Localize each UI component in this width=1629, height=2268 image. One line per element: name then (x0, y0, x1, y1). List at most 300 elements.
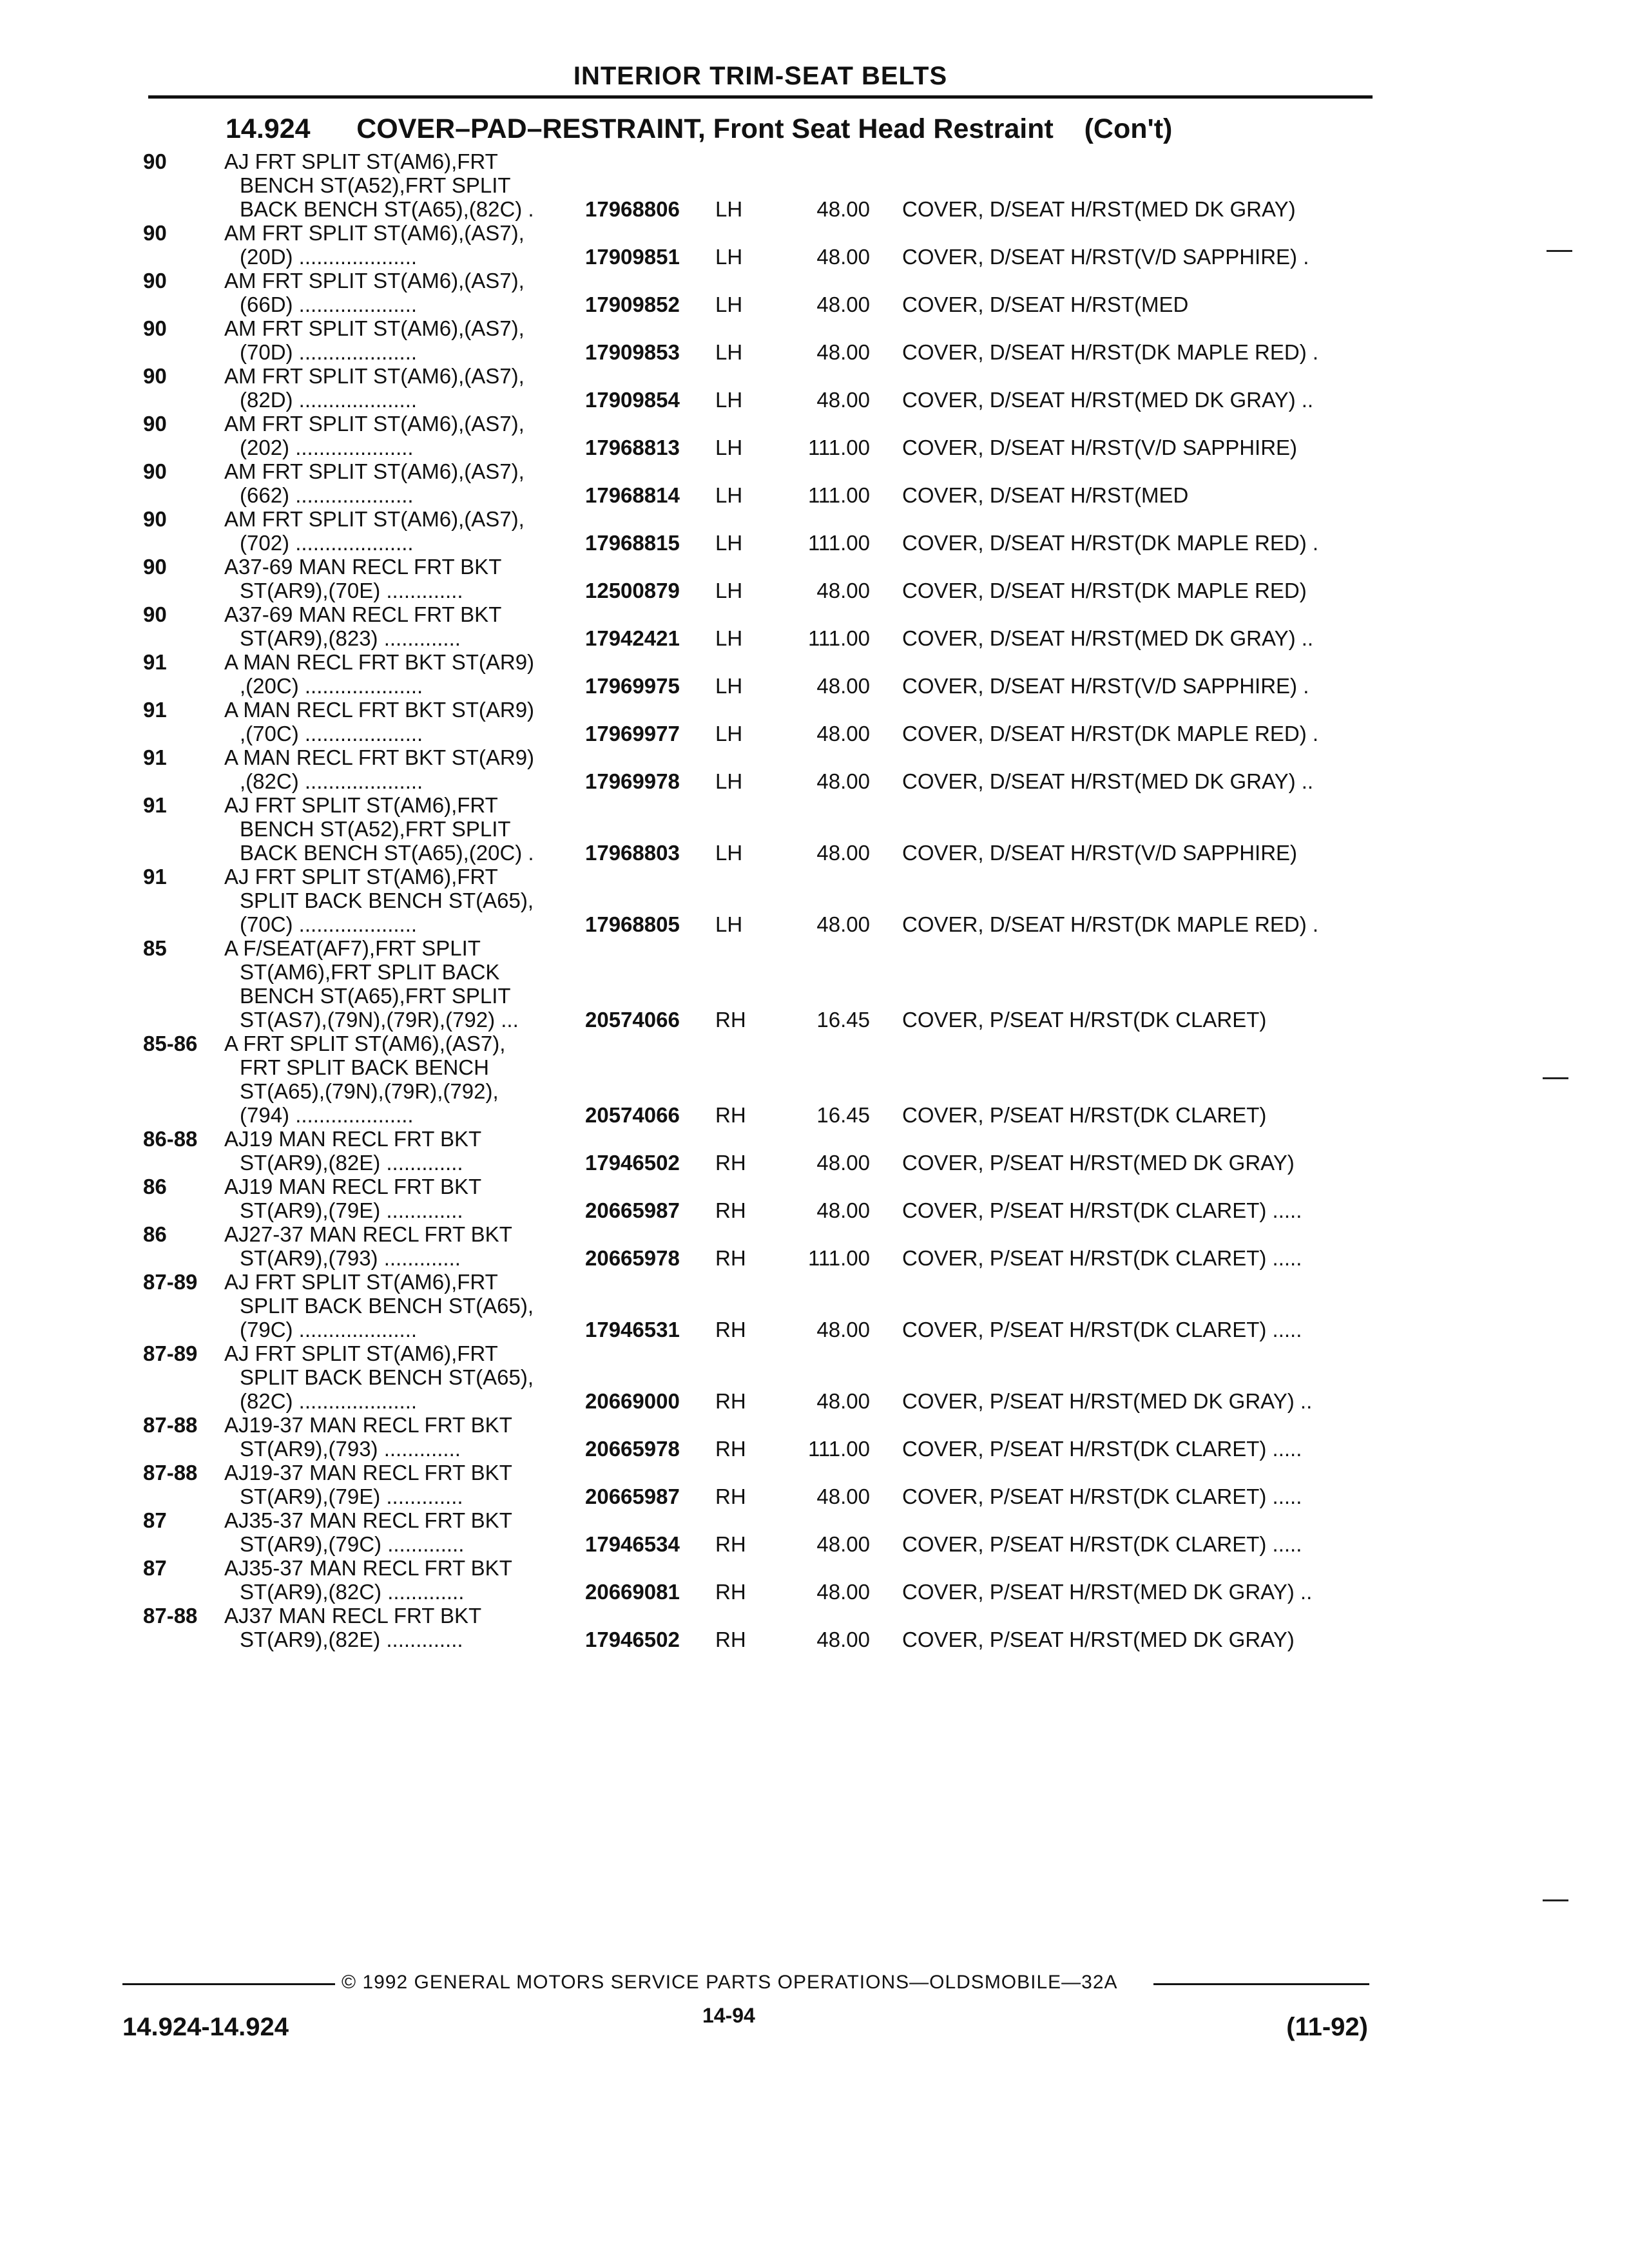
model-year: 91 (143, 793, 167, 817)
price: 16.45 (816, 1008, 870, 1032)
side-code: LH (715, 388, 743, 412)
part-name: COVER, P/SEAT H/RST(MED DK GRAY) (902, 1628, 1295, 1651)
usage-description: A MAN RECL FRT BKT ST(AR9) (224, 745, 535, 769)
list-item-line (0, 1198, 1629, 1222)
price: 48.00 (816, 912, 870, 936)
usage-description: (202) .................... (240, 436, 414, 459)
list-item-line (0, 602, 1629, 626)
usage-description: ST(AR9),(823) ............. (240, 626, 461, 650)
list-item (0, 1341, 1629, 1413)
usage-description: (79C) .................... (240, 1318, 418, 1341)
usage-description: ST(A65),(79N),(79R),(792), (240, 1079, 499, 1103)
side-code: LH (715, 245, 743, 269)
list-item-line (0, 340, 1629, 364)
side-code: LH (715, 912, 743, 936)
list-item (0, 1604, 1629, 1651)
part-name: COVER, D/SEAT H/RST(V/D SAPPHIRE) . (902, 674, 1309, 698)
part-name: COVER, D/SEAT H/RST(DK MAPLE RED) . (902, 722, 1319, 745)
side-code: RH (715, 1246, 746, 1270)
usage-description: (70D) .................... (240, 340, 418, 364)
list-item (0, 316, 1629, 364)
margin-mark (1543, 1077, 1568, 1079)
side-code: LH (715, 293, 743, 316)
part-number: 17968813 (585, 436, 680, 459)
usage-description: (20D) .................... (240, 245, 418, 269)
part-number: 17969975 (585, 674, 680, 698)
list-item-line (0, 1079, 1629, 1103)
price: 111.00 (807, 531, 870, 555)
margin-mark (1547, 250, 1572, 252)
part-name: COVER, P/SEAT H/RST(DK CLARET) ..... (902, 1198, 1302, 1222)
usage-description: AJ19 MAN RECL FRT BKT (224, 1175, 482, 1198)
list-item-line (0, 531, 1629, 555)
usage-description: AJ27-37 MAN RECL FRT BKT (224, 1222, 512, 1246)
part-name: COVER, D/SEAT H/RST(DK MAPLE RED) . (902, 912, 1319, 936)
section-continued: (Con't) (1084, 113, 1173, 144)
list-item-line (0, 293, 1629, 316)
footer-page-number: 14-94 (702, 2004, 755, 2027)
part-number: 17968805 (585, 912, 680, 936)
list-item (0, 459, 1629, 507)
model-year: 90 (143, 412, 167, 436)
part-name: COVER, D/SEAT H/RST(V/D SAPPHIRE) . (902, 245, 1309, 269)
price: 111.00 (807, 436, 870, 459)
part-number: 17942421 (585, 626, 680, 650)
part-name: COVER, P/SEAT H/RST(DK CLARET) (902, 1103, 1267, 1127)
list-item-line (0, 960, 1629, 984)
list-item-line (0, 912, 1629, 936)
list-item-line (0, 436, 1629, 459)
usage-description: ,(82C) .................... (240, 769, 423, 793)
price: 48.00 (816, 388, 870, 412)
part-name: COVER, P/SEAT H/RST(MED DK GRAY) .. (902, 1580, 1313, 1604)
parts-list (0, 149, 1629, 1651)
part-name: COVER, P/SEAT H/RST(DK CLARET) ..... (902, 1318, 1302, 1341)
usage-description: ST(AR9),(79E) ............. (240, 1198, 463, 1222)
usage-description: FRT SPLIT BACK BENCH (240, 1055, 489, 1079)
price: 111.00 (807, 1437, 870, 1461)
price: 48.00 (816, 674, 870, 698)
usage-description: AJ37 MAN RECL FRT BKT (224, 1604, 482, 1628)
usage-description: AJ FRT SPLIT ST(AM6),FRT (224, 1270, 498, 1294)
list-item (0, 221, 1629, 269)
list-item (0, 865, 1629, 936)
list-item-line (0, 1151, 1629, 1175)
list-item (0, 1508, 1629, 1556)
side-code: LH (715, 841, 743, 865)
model-year: 87 (143, 1556, 167, 1580)
usage-description: (66D) .................... (240, 293, 418, 316)
usage-description: AJ FRT SPLIT ST(AM6),FRT (224, 865, 498, 889)
part-name: COVER, D/SEAT H/RST(V/D SAPPHIRE) (902, 436, 1298, 459)
list-item (0, 1032, 1629, 1127)
side-code: RH (715, 1532, 746, 1556)
model-year: 91 (143, 650, 167, 674)
model-year: 90 (143, 269, 167, 293)
side-code: LH (715, 674, 743, 698)
part-name: COVER, P/SEAT H/RST(DK CLARET) (902, 1008, 1267, 1032)
part-number: 20665978 (585, 1246, 680, 1270)
list-item-line (0, 1032, 1629, 1055)
side-code: LH (715, 722, 743, 745)
section-title: COVER–PAD–RESTRAINT, Front Seat Head Restraint (356, 113, 1054, 144)
side-code: RH (715, 1485, 746, 1508)
footer-date: (11-92) (1286, 2013, 1368, 2041)
list-item-line (0, 173, 1629, 197)
part-name: COVER, P/SEAT H/RST(MED DK GRAY) .. (902, 1389, 1313, 1413)
price: 48.00 (816, 1580, 870, 1604)
part-name: COVER, D/SEAT H/RST(DK MAPLE RED) (902, 579, 1307, 602)
price: 48.00 (816, 1151, 870, 1175)
side-code: RH (715, 1437, 746, 1461)
usage-description: ST(AR9),(793) ............. (240, 1246, 461, 1270)
list-item-line (0, 1341, 1629, 1365)
usage-description: AM FRT SPLIT ST(AM6),(AS7), (224, 269, 525, 293)
usage-description: ST(AR9),(82E) ............. (240, 1151, 463, 1175)
price: 111.00 (807, 483, 870, 507)
part-name: COVER, D/SEAT H/RST(MED DK GRAY) .. (902, 388, 1314, 412)
price: 48.00 (816, 1318, 870, 1341)
side-code: LH (715, 436, 743, 459)
side-code: RH (715, 1389, 746, 1413)
part-number: 20665978 (585, 1437, 680, 1461)
list-item-line (0, 1604, 1629, 1628)
list-item-line (0, 626, 1629, 650)
list-item-line (0, 1532, 1629, 1556)
usage-description: AM FRT SPLIT ST(AM6),(AS7), (224, 412, 525, 436)
usage-description: (794) .................... (240, 1103, 414, 1127)
usage-description: ST(AS7),(79N),(79R),(792) ... (240, 1008, 519, 1032)
usage-description: AM FRT SPLIT ST(AM6),(AS7), (224, 364, 525, 388)
usage-description: BACK BENCH ST(A65),(20C) . (240, 841, 534, 865)
price: 48.00 (816, 340, 870, 364)
list-item (0, 1556, 1629, 1604)
list-item-line (0, 650, 1629, 674)
list-item-line (0, 579, 1629, 602)
part-number: 17946531 (585, 1318, 680, 1341)
list-item (0, 1222, 1629, 1270)
part-name: COVER, D/SEAT H/RST(DK MAPLE RED) . (902, 531, 1319, 555)
part-number: 12500879 (585, 579, 680, 602)
usage-description: AM FRT SPLIT ST(AM6),(AS7), (224, 316, 525, 340)
side-code: RH (715, 1151, 746, 1175)
part-number: 17946502 (585, 1628, 680, 1651)
price: 48.00 (816, 1485, 870, 1508)
price: 48.00 (816, 841, 870, 865)
usage-description: ST(AR9),(82C) ............. (240, 1580, 465, 1604)
usage-description: ST(AR9),(79C) ............. (240, 1532, 465, 1556)
side-code: RH (715, 1318, 746, 1341)
list-item-line (0, 1008, 1629, 1032)
part-number: 20669000 (585, 1389, 680, 1413)
model-year: 90 (143, 221, 167, 245)
model-year: 87-88 (143, 1461, 198, 1485)
list-item (0, 1413, 1629, 1461)
list-item-line (0, 1389, 1629, 1413)
list-item-line (0, 936, 1629, 960)
side-code: LH (715, 531, 743, 555)
part-number: 20665987 (585, 1485, 680, 1508)
price: 48.00 (816, 197, 870, 221)
model-year: 91 (143, 865, 167, 889)
usage-description: ST(AR9),(79E) ............. (240, 1485, 463, 1508)
list-item-line (0, 1485, 1629, 1508)
model-year: 87-89 (143, 1270, 198, 1294)
usage-description: BENCH ST(A52),FRT SPLIT (240, 173, 511, 197)
list-item (0, 1175, 1629, 1222)
list-item-line (0, 1628, 1629, 1651)
list-item-line (0, 412, 1629, 436)
usage-description: BACK BENCH ST(A65),(82C) . (240, 197, 534, 221)
model-year: 91 (143, 745, 167, 769)
model-year: 86 (143, 1222, 167, 1246)
list-item (0, 364, 1629, 412)
usage-description: AJ FRT SPLIT ST(AM6),FRT (224, 149, 498, 173)
usage-description: BENCH ST(A52),FRT SPLIT (240, 817, 511, 841)
list-item (0, 793, 1629, 865)
usage-description: A37-69 MAN RECL FRT BKT (224, 555, 502, 579)
model-year: 87-88 (143, 1604, 198, 1628)
list-item (0, 412, 1629, 459)
list-item-line (0, 793, 1629, 817)
list-item-line (0, 221, 1629, 245)
list-item (0, 1270, 1629, 1341)
part-name: COVER, P/SEAT H/RST(DK CLARET) ..... (902, 1532, 1302, 1556)
page-header-title: INTERIOR TRIM-SEAT BELTS (573, 62, 948, 90)
list-item-line (0, 722, 1629, 745)
model-year: 87-89 (143, 1341, 198, 1365)
list-item (0, 936, 1629, 1032)
usage-description: A FRT SPLIT ST(AM6),(AS7), (224, 1032, 506, 1055)
list-item-line (0, 817, 1629, 841)
list-item (0, 650, 1629, 698)
part-number: 17909851 (585, 245, 680, 269)
footer-rule-right (1153, 1983, 1369, 1985)
part-number: 17968815 (585, 531, 680, 555)
price: 48.00 (816, 769, 870, 793)
side-code: LH (715, 340, 743, 364)
list-item-line (0, 674, 1629, 698)
list-item-line (0, 745, 1629, 769)
list-item-line (0, 1508, 1629, 1532)
list-item (0, 507, 1629, 555)
price: 48.00 (816, 579, 870, 602)
list-item-line (0, 1175, 1629, 1198)
margin-mark (1543, 1899, 1568, 1901)
list-item-line (0, 555, 1629, 579)
usage-description: (702) .................... (240, 531, 414, 555)
list-item-line (0, 698, 1629, 722)
list-item-line (0, 1055, 1629, 1079)
usage-description: SPLIT BACK BENCH ST(A65), (240, 1365, 534, 1389)
list-item (0, 149, 1629, 221)
usage-description: (662) .................... (240, 483, 414, 507)
part-name: COVER, D/SEAT H/RST(MED DK GRAY) .. (902, 626, 1314, 650)
price: 48.00 (816, 1198, 870, 1222)
list-item-line (0, 1246, 1629, 1270)
side-code: RH (715, 1198, 746, 1222)
part-name: COVER, P/SEAT H/RST(MED DK GRAY) (902, 1151, 1295, 1175)
list-item-line (0, 388, 1629, 412)
part-number: 17946534 (585, 1532, 680, 1556)
list-item-line (0, 459, 1629, 483)
part-name: COVER, P/SEAT H/RST(DK CLARET) ..... (902, 1485, 1302, 1508)
usage-description: AM FRT SPLIT ST(AM6),(AS7), (224, 459, 525, 483)
list-item-line (0, 841, 1629, 865)
side-code: RH (715, 1103, 746, 1127)
list-item-line (0, 1222, 1629, 1246)
usage-description: AM FRT SPLIT ST(AM6),(AS7), (224, 507, 525, 531)
part-number: 20669081 (585, 1580, 680, 1604)
model-year: 90 (143, 507, 167, 531)
usage-description: AJ FRT SPLIT ST(AM6),FRT (224, 1341, 498, 1365)
usage-description: ,(70C) .................... (240, 722, 423, 745)
part-number: 20665987 (585, 1198, 680, 1222)
list-item (0, 555, 1629, 602)
part-number: 17909852 (585, 293, 680, 316)
model-year: 90 (143, 316, 167, 340)
usage-description: AJ35-37 MAN RECL FRT BKT (224, 1508, 512, 1532)
part-name: COVER, D/SEAT H/RST(MED (902, 483, 1189, 507)
part-number: 17909853 (585, 340, 680, 364)
usage-description: SPLIT BACK BENCH ST(A65), (240, 889, 534, 912)
list-item (0, 269, 1629, 316)
part-number: 20574066 (585, 1008, 680, 1032)
list-item-line (0, 1365, 1629, 1389)
model-year: 90 (143, 555, 167, 579)
list-item (0, 1461, 1629, 1508)
list-item-line (0, 1103, 1629, 1127)
model-year: 85-86 (143, 1032, 198, 1055)
side-code: LH (715, 626, 743, 650)
usage-description: (70C) .................... (240, 912, 418, 936)
list-item-line (0, 1294, 1629, 1318)
part-number: 17969977 (585, 722, 680, 745)
header-rule (148, 95, 1373, 99)
model-year: 90 (143, 364, 167, 388)
part-name: COVER, P/SEAT H/RST(DK CLARET) ..... (902, 1437, 1302, 1461)
part-name: COVER, P/SEAT H/RST(DK CLARET) ..... (902, 1246, 1302, 1270)
list-item-line (0, 197, 1629, 221)
side-code: RH (715, 1008, 746, 1032)
list-item-line (0, 889, 1629, 912)
part-number: 17946502 (585, 1151, 680, 1175)
price: 48.00 (816, 1628, 870, 1651)
usage-description: AJ35-37 MAN RECL FRT BKT (224, 1556, 512, 1580)
list-item-line (0, 769, 1629, 793)
list-item-line (0, 1556, 1629, 1580)
model-year: 90 (143, 459, 167, 483)
model-year: 90 (143, 149, 167, 173)
usage-description: ST(AR9),(70E) ............. (240, 579, 463, 602)
list-item-line (0, 483, 1629, 507)
usage-description: AM FRT SPLIT ST(AM6),(AS7), (224, 221, 525, 245)
side-code: LH (715, 197, 743, 221)
list-item (0, 602, 1629, 650)
usage-description: ,(20C) .................... (240, 674, 423, 698)
part-name: COVER, D/SEAT H/RST(MED DK GRAY) (902, 197, 1296, 221)
usage-description: AJ FRT SPLIT ST(AM6),FRT (224, 793, 498, 817)
list-item-line (0, 865, 1629, 889)
usage-description: ST(AR9),(82E) ............. (240, 1628, 463, 1651)
model-year: 87 (143, 1508, 167, 1532)
side-code: RH (715, 1580, 746, 1604)
model-year: 90 (143, 602, 167, 626)
section-number: 14.924 (226, 113, 311, 144)
usage-description: A MAN RECL FRT BKT ST(AR9) (224, 698, 535, 722)
usage-description: SPLIT BACK BENCH ST(A65), (240, 1294, 534, 1318)
footer-section-code: 14.924-14.924 (122, 2013, 289, 2041)
part-name: COVER, D/SEAT H/RST(DK MAPLE RED) . (902, 340, 1319, 364)
section-heading (226, 113, 1172, 145)
list-item-line (0, 1580, 1629, 1604)
list-item-line (0, 1461, 1629, 1485)
model-year: 86 (143, 1175, 167, 1198)
usage-description: A37-69 MAN RECL FRT BKT (224, 602, 502, 626)
price: 48.00 (816, 1389, 870, 1413)
side-code: RH (715, 1628, 746, 1651)
usage-description: AJ19 MAN RECL FRT BKT (224, 1127, 482, 1151)
list-item-line (0, 507, 1629, 531)
list-item (0, 698, 1629, 745)
part-number: 17969978 (585, 769, 680, 793)
part-number: 17909854 (585, 388, 680, 412)
usage-description: A MAN RECL FRT BKT ST(AR9) (224, 650, 535, 674)
part-name: COVER, D/SEAT H/RST(MED DK GRAY) .. (902, 769, 1314, 793)
side-code: LH (715, 769, 743, 793)
list-item-line (0, 1437, 1629, 1461)
list-item-line (0, 245, 1629, 269)
part-number: 17968806 (585, 197, 680, 221)
part-name: COVER, D/SEAT H/RST(MED (902, 293, 1189, 316)
price: 111.00 (807, 626, 870, 650)
part-number: 20574066 (585, 1103, 680, 1127)
model-year: 86-88 (143, 1127, 198, 1151)
usage-description: ST(AR9),(793) ............. (240, 1437, 461, 1461)
price: 16.45 (816, 1103, 870, 1127)
usage-description: BENCH ST(A65),FRT SPLIT (240, 984, 511, 1008)
model-year: 85 (143, 936, 167, 960)
price: 48.00 (816, 293, 870, 316)
price: 48.00 (816, 1532, 870, 1556)
list-item-line (0, 316, 1629, 340)
usage-description: A F/SEAT(AF7),FRT SPLIT (224, 936, 481, 960)
model-year: 87-88 (143, 1413, 198, 1437)
list-item (0, 745, 1629, 793)
list-item (0, 1127, 1629, 1175)
list-item-line (0, 364, 1629, 388)
usage-description: (82D) .................... (240, 388, 418, 412)
part-number: 17968814 (585, 483, 680, 507)
list-item-line (0, 269, 1629, 293)
list-item-line (0, 1413, 1629, 1437)
footer-copyright: © 1992 GENERAL MOTORS SERVICE PARTS OPERATIONS—OLDSMOBILE—32A (342, 1972, 1118, 1993)
price: 111.00 (807, 1246, 870, 1270)
part-name: COVER, D/SEAT H/RST(V/D SAPPHIRE) (902, 841, 1298, 865)
footer-rule-left (122, 1983, 335, 1985)
list-item-line (0, 149, 1629, 173)
model-year: 91 (143, 698, 167, 722)
list-item-line (0, 984, 1629, 1008)
part-number: 17968803 (585, 841, 680, 865)
usage-description: ST(AM6),FRT SPLIT BACK (240, 960, 500, 984)
usage-description: AJ19-37 MAN RECL FRT BKT (224, 1461, 512, 1485)
list-item-line (0, 1127, 1629, 1151)
list-item-line (0, 1318, 1629, 1341)
price: 48.00 (816, 245, 870, 269)
list-item-line (0, 1270, 1629, 1294)
usage-description: AJ19-37 MAN RECL FRT BKT (224, 1413, 512, 1437)
